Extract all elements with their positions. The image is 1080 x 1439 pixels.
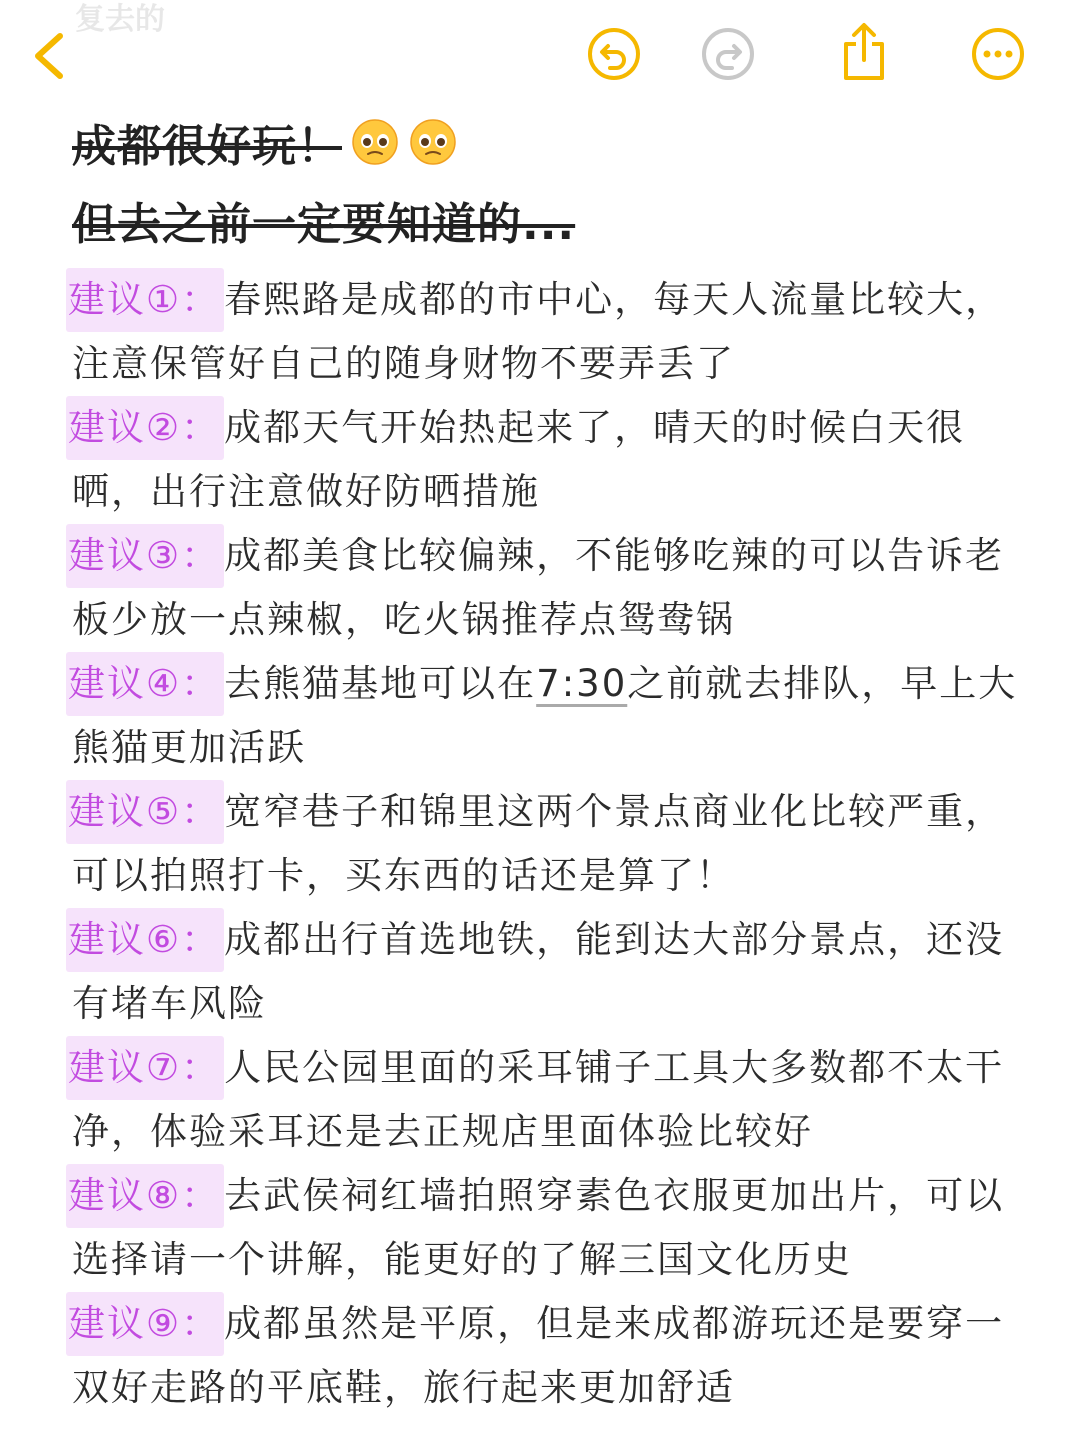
tip-text: 成都天气开始热起来了，晴天的时候白天很晒，出行注意做好防晒措施	[72, 406, 966, 513]
tip-item-2	[68, 396, 1032, 524]
scrolled-ghost-text: 复去的	[75, 2, 165, 37]
tip-text: 去熊猫基地可以在	[224, 662, 537, 705]
tip-text: 人民公园里面的采耳铺子工具大多数都不太干净，体验采耳还是去正规店里面体验比较好	[72, 1046, 1005, 1153]
tip-label: 建议⑧：	[66, 1164, 224, 1228]
tips-list	[68, 268, 1032, 1420]
share-icon	[836, 20, 892, 84]
undo-button[interactable]	[586, 26, 642, 82]
share-button[interactable]	[836, 20, 892, 84]
back-button[interactable]	[28, 30, 76, 82]
pleading-face-icon	[408, 117, 458, 167]
tip-item-4	[68, 652, 1032, 780]
tip-item-3	[68, 524, 1032, 652]
redo-icon	[700, 26, 756, 82]
tip-text: 成都虽然是平原，但是来成都游玩还是要穿一双好走路的平底鞋，旅行起来更加舒适	[72, 1302, 1005, 1409]
tip-item-5	[68, 780, 1032, 908]
tip-label: 建议⑨：	[66, 1292, 224, 1356]
tip-text: 宽窄巷子和锦里这两个景点商业化比较严重，可以拍照打卡，买东西的话还是算了！	[72, 790, 1005, 897]
tip-text: 去武侯祠红墙拍照穿素色衣服更加出片，可以选择请一个讲解，能更好的了解三国文化历史	[72, 1174, 1005, 1281]
tip-text: 之前就去排队，早上大熊猫更加活跃	[72, 662, 1018, 769]
more-options-button[interactable]	[970, 26, 1026, 82]
tip-label: 建议②：	[66, 396, 224, 460]
redo-button[interactable]	[700, 26, 756, 82]
pleading-face-icon	[350, 117, 400, 167]
more-icon	[970, 26, 1026, 82]
tip-item-6	[68, 908, 1032, 1036]
tip-label: 建议④：	[66, 652, 224, 716]
tip-text: 春熙路是成都的市中心，每天人流量比较大，注意保管好自己的随身财物不要弄丢了	[72, 278, 1005, 385]
tip-label: 建议⑥：	[66, 908, 224, 972]
note-toolbar	[0, 0, 1080, 110]
tip-item-1	[68, 268, 1032, 396]
tip-label: 建议③：	[66, 524, 224, 588]
tip-time-link[interactable]: 7:30	[536, 662, 628, 705]
tip-text: 成都美食比较偏辣，不能够吃辣的可以告诉老板少放一点辣椒，吃火锅推荐点鸳鸯锅	[72, 534, 1005, 641]
tip-label: 建议⑦：	[66, 1036, 224, 1100]
undo-icon	[586, 26, 642, 82]
tip-item-7	[68, 1036, 1032, 1164]
note-title-line-2: 但去之前一定要知道的...	[72, 199, 576, 250]
tip-text: 成都出行首选地铁，能到达大部分景点，还没有堵车风险	[72, 918, 1005, 1025]
note-title-line-1: 成都很好玩！	[72, 110, 458, 174]
chevron-left-icon	[28, 30, 76, 82]
tip-item-9	[68, 1292, 1032, 1420]
tip-label: 建议①：	[66, 268, 224, 332]
tip-label: 建议⑤：	[66, 780, 224, 844]
tip-item-8	[68, 1164, 1032, 1292]
